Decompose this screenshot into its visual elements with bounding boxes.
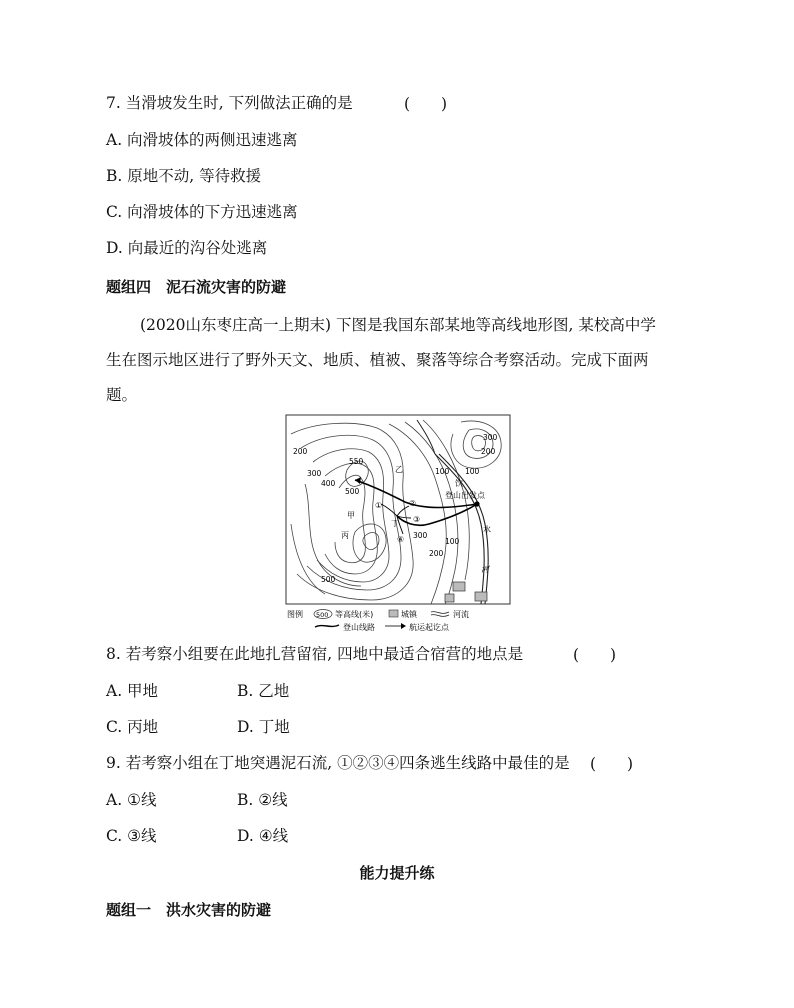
contour-label-300: 300: [307, 469, 322, 478]
q8-option-b: B. 乙地: [237, 682, 290, 700]
practice-title: 能力提升练: [359, 864, 435, 882]
contour-map-figure: [285, 414, 511, 634]
section-title-group4: 题组四 泥石流灾害的防避: [106, 278, 287, 296]
place-yi: 乙: [395, 465, 403, 474]
section-title-group1: 题组一 洪水灾害的防避: [106, 901, 272, 919]
legend-shipping: 航运起讫点: [409, 623, 449, 632]
q7-option-c: C. 向滑坡体的下方迅速逃离: [106, 203, 298, 221]
legend-title: 图例: [287, 610, 303, 619]
route-1: ①: [375, 501, 383, 510]
q9-option-a: A. ①线: [106, 791, 157, 809]
contour-label-100c: 100: [445, 537, 460, 546]
contour-label-200c: 200: [429, 549, 444, 558]
contour-label-400: 400: [321, 479, 336, 488]
contour-label-500b: 500: [321, 575, 336, 584]
place-jia: 甲: [347, 511, 355, 520]
intro-line-1: (2020山东枣庄高一上期末) 下图是我国东部某地等高线地形图, 某校高中学: [140, 316, 656, 334]
q8-answer-paren: ( ): [573, 646, 617, 664]
legend-town: 城镇: [401, 610, 417, 619]
route-3: ③: [413, 515, 421, 524]
q7-stem: 7. 当滑坡发生时, 下列做法正确的是: [106, 94, 353, 112]
contour-label-200: 200: [293, 447, 308, 456]
contour-label-300b: 300: [483, 433, 498, 442]
q8-option-d: D. 丁地: [237, 718, 290, 736]
q9-option-b: B. ②线: [237, 791, 288, 809]
q9-option-c: C. ③线: [106, 827, 157, 845]
intro-line-3: 题。: [106, 386, 138, 404]
route-4: ④: [397, 535, 405, 544]
q8-option-a: A. 甲地: [106, 682, 159, 700]
contour-label-550: 550: [349, 457, 364, 466]
river-char-yin: 饮: [455, 479, 463, 488]
river-char-he: 河: [481, 565, 489, 574]
legend-route: 登山线路: [343, 623, 375, 632]
place-bing: 丙: [341, 531, 349, 540]
q9-stem: 9. 若考察小组在丁地突遇泥石流, ①②③④四条逃生线路中最佳的是: [106, 754, 570, 772]
place-ding: 丁: [391, 519, 399, 528]
q9-option-d: D. ④线: [237, 827, 289, 845]
start-point-label: 登山出发点: [445, 491, 485, 500]
q8-stem: 8. 若考察小组要在此地扎营留宿, 四地中最适合宿营的地点是: [106, 645, 524, 663]
q8-option-c: C. 丙地: [106, 718, 159, 736]
route-2: ②: [409, 499, 417, 508]
q7-answer-paren: ( ): [404, 95, 448, 113]
contour-label-300c: 300: [413, 531, 428, 540]
contour-label-100b: 100: [465, 467, 480, 476]
river-char-shui: 水: [483, 525, 491, 534]
q7-option-a: A. 向滑坡体的两侧迅速逃离: [106, 131, 298, 149]
intro-line-2: 生在图示地区进行了野外天文、地质、植被、聚落等综合考察活动。完成下面两: [106, 351, 649, 369]
q7-option-d: D. 向最近的沟谷处逃离: [106, 239, 268, 257]
q9-answer-paren: ( ): [590, 755, 634, 773]
legend-river: 河流: [453, 610, 469, 619]
legend-contour: 等高线(米): [335, 610, 374, 619]
legend-sample-value: 500: [316, 611, 329, 619]
q7-option-b: B. 原地不动, 等待救援: [106, 167, 262, 185]
contour-label-200b: 200: [481, 447, 496, 456]
contour-label-500: 500: [345, 487, 360, 496]
contour-label-100a: 100: [435, 467, 450, 476]
